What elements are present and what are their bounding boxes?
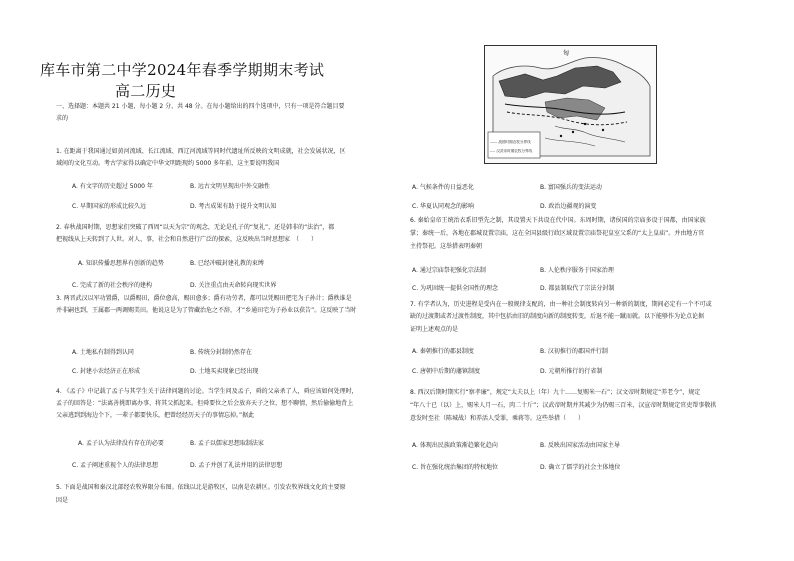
- map-legend-box: [488, 132, 540, 158]
- question-text-line: 4. 《孟子》中记载了孟子与其学生关于法律问题的讨论。当学生问及孟子，舜的父亲杀了人，舜应该如何处理时，: [56, 388, 358, 395]
- answer-option: C. 唐朝中后期的藩镇制度: [412, 368, 481, 375]
- agri-pastoral-boundary-map: [484, 45, 657, 164]
- legend-item-han: ---- 汉武帝时期农牧分界线: [490, 149, 533, 153]
- answer-option: B. 已经冲破封建礼教的束缚: [190, 260, 264, 267]
- answer-option: B. 传统分封制仍然存在: [190, 349, 252, 356]
- answer-option: D. 都县制取代了宗法分封制: [540, 285, 615, 292]
- answer-option: A. 体现出民族政策渐趋繁化趋向: [412, 442, 498, 449]
- question-text-line: 把视线从上天转到了人世。对人、事，社会和自然进行广泛的探索，这反映出当时思想家 （ ）: [56, 236, 318, 243]
- question-text-line: 8. 西汉后期时期实行“察孝廉”，规定“太夫以上（年）九十……复赐米一石”；汉文帝时期规定“养老令”，规定: [410, 389, 701, 396]
- answer-option: D. 关注重点由天命转向现实世界: [190, 282, 277, 289]
- answer-option: A. 孟子认为法律没有存在的必要: [78, 440, 164, 447]
- question-text-line: 主持祭祀。这举措表明秦朝: [410, 243, 483, 250]
- answer-option: A. 气候条件的日益恶化: [412, 184, 474, 191]
- map-label-top: 匈: [563, 50, 570, 57]
- question-text-line: 7. 有学者认为，历史进程是受内在一般规律支配的，由一种社会制度转向另一种新的制度，期间必定有一个不可或: [410, 301, 712, 308]
- instructions-line-1: 一、选择题：本题共 21 小题，每小题 2 分，共 48 分。在每小题给出的四个选项中，只有一项是符合题目要: [56, 103, 345, 110]
- question-text-line: 因是: [56, 497, 69, 504]
- answer-option: B. 汉初推行的郡国并行制: [540, 348, 608, 355]
- answer-option: A. 知识传播思想界有创新的趋势: [78, 260, 164, 267]
- question-text-line: 2. 春秋战国时期，思想家们突破了西周“以天为宗”的观念，无论是孔子的“复礼”，还是韩非的“法治”，都: [56, 224, 335, 231]
- map-figure: [485, 46, 656, 163]
- answer-option: C. 为巩固统一提供全国性的理念: [412, 285, 499, 292]
- place-dot: [602, 129, 604, 131]
- question-text-line: 域间的文化互动。考古学家得以确定中华文明距现约 5000 多年前，这主要说明我国: [56, 160, 280, 167]
- answer-option: D. 政治边疆观的演变: [540, 203, 597, 210]
- answer-option: C. 完成了新的社会秩序的建构: [72, 282, 153, 289]
- question-text-line: 5. 下面是战国和秦汉北部经农牧界限分布图。依线以北是游牧区，以南是农耕区。引发农牧界线文化的主要原: [56, 484, 346, 491]
- question-text-line: 意发时至社（陈城战）和养活人受罪，乘蒋等。这些举措（ ）: [410, 415, 585, 422]
- answer-option: B. 反映出国家活动由国家主导: [540, 442, 620, 449]
- question-text-line: 1. 在距离于我国通过如黄河流域、长江流域、西辽河流域等同时代遗址所反映的文明成就，社会发展状况，区: [56, 148, 346, 155]
- answer-option: A. 有文字的历史超过 5000 年: [72, 183, 153, 190]
- question-text-line: 证明上述观点的是: [410, 326, 459, 333]
- answer-option: A. 秦朝推行的郡县制度: [412, 348, 474, 355]
- question-text-line: 孟子的回答是：“法离善挑即离办事，将其父抓起来。但舜要位之后会放弃天子之位，想不聊情，然后偷偷地背上: [56, 400, 354, 407]
- answer-option: C. 华夏认同观念的影响: [412, 203, 475, 210]
- answer-option: D. 确立了儒学的社会主体地位: [540, 464, 621, 471]
- answer-option: B. 远古文明呈现出中外交融性: [190, 183, 270, 190]
- question-text-line: 父亲逃到到海边个下，一辈子都要快乐，把曾经经历天子的事情忘掉。”据此: [56, 412, 255, 419]
- place-dot: [572, 131, 574, 133]
- answer-option: C. 早期国家的形成比较久远: [72, 203, 147, 210]
- question-text-line: 掌；秦统一后，各地在郡城设置宗庙，这在全国县级行政区域设置宗庙祭祀皇室父系的“太上皇庙”。并由地方官: [410, 230, 705, 237]
- answer-option: B. 人伦秩序服务于国家治理: [540, 267, 614, 274]
- legend-item-warring-states: —— 战国时期农牧分界线: [490, 140, 531, 144]
- exam-title: 库车市第二中学2024年春季学期期末考试: [40, 61, 325, 79]
- question-text-line: “年八十已（以）上，赐米人月一石，肉二十斤”；汉武帝时期并其减少为仍赐三百米，汉宣帝时期规定官吏帮事敬拱: [410, 402, 717, 409]
- answer-option: D. 孟子并创了礼法并用的法律思想: [190, 462, 283, 469]
- answer-option: B. 富国强兵的变法运动: [540, 184, 602, 191]
- question-text-line: 3. 两晋武汉以军功置爵，以爵赐田，爵位愈高，赐田愈多；爵有功劳者，都可以凭赐田把宅为子孙计；爵秩谁是: [56, 295, 352, 302]
- exam-subject: 高二历史: [115, 82, 177, 100]
- answer-option: D. 土地买卖现象已经出现: [190, 368, 259, 375]
- answer-option: C. 孟子阐述重视个人的法律思想: [72, 462, 159, 469]
- answer-option: D. 考古成果有助于提升文明认知: [190, 203, 277, 210]
- question-text-line: 6. 秦始皇帝王统治衣系旧型先之制，其设置天下共设在代中国。东周时期，诸侯国的宗庙多设于国都，由国家族: [410, 217, 706, 224]
- answer-option: A. 通过宗庙祭祀强化宗法制: [412, 267, 486, 274]
- answer-option: C. 封建小农经济正在形成: [72, 368, 141, 375]
- instructions-line-2: 求的: [56, 115, 69, 122]
- question-text-line: 并非嗣也到，王属郡一两调赐美田。他说这是为了管藏治危之不辞，才“乡通田宅为子孙业以获告”。这反映了当时: [56, 307, 357, 314]
- answer-option: C. 旨在强化统治集团的特权地位: [412, 464, 499, 471]
- answer-option: B. 孟子以儒家思想取制法家: [190, 440, 264, 447]
- question-text-line: 缺的过渡期或者过渡性制度，其中包括由旧的制度向新的制度转变，后退不能一蹴而就。以下能够作为论点论据: [410, 313, 705, 320]
- answer-option: D. 元朝所推行的行省制: [540, 368, 603, 375]
- answer-option: A. 土地私有制得到认同: [72, 349, 134, 356]
- place-dot: [584, 123, 586, 125]
- place-dot: [560, 135, 562, 137]
